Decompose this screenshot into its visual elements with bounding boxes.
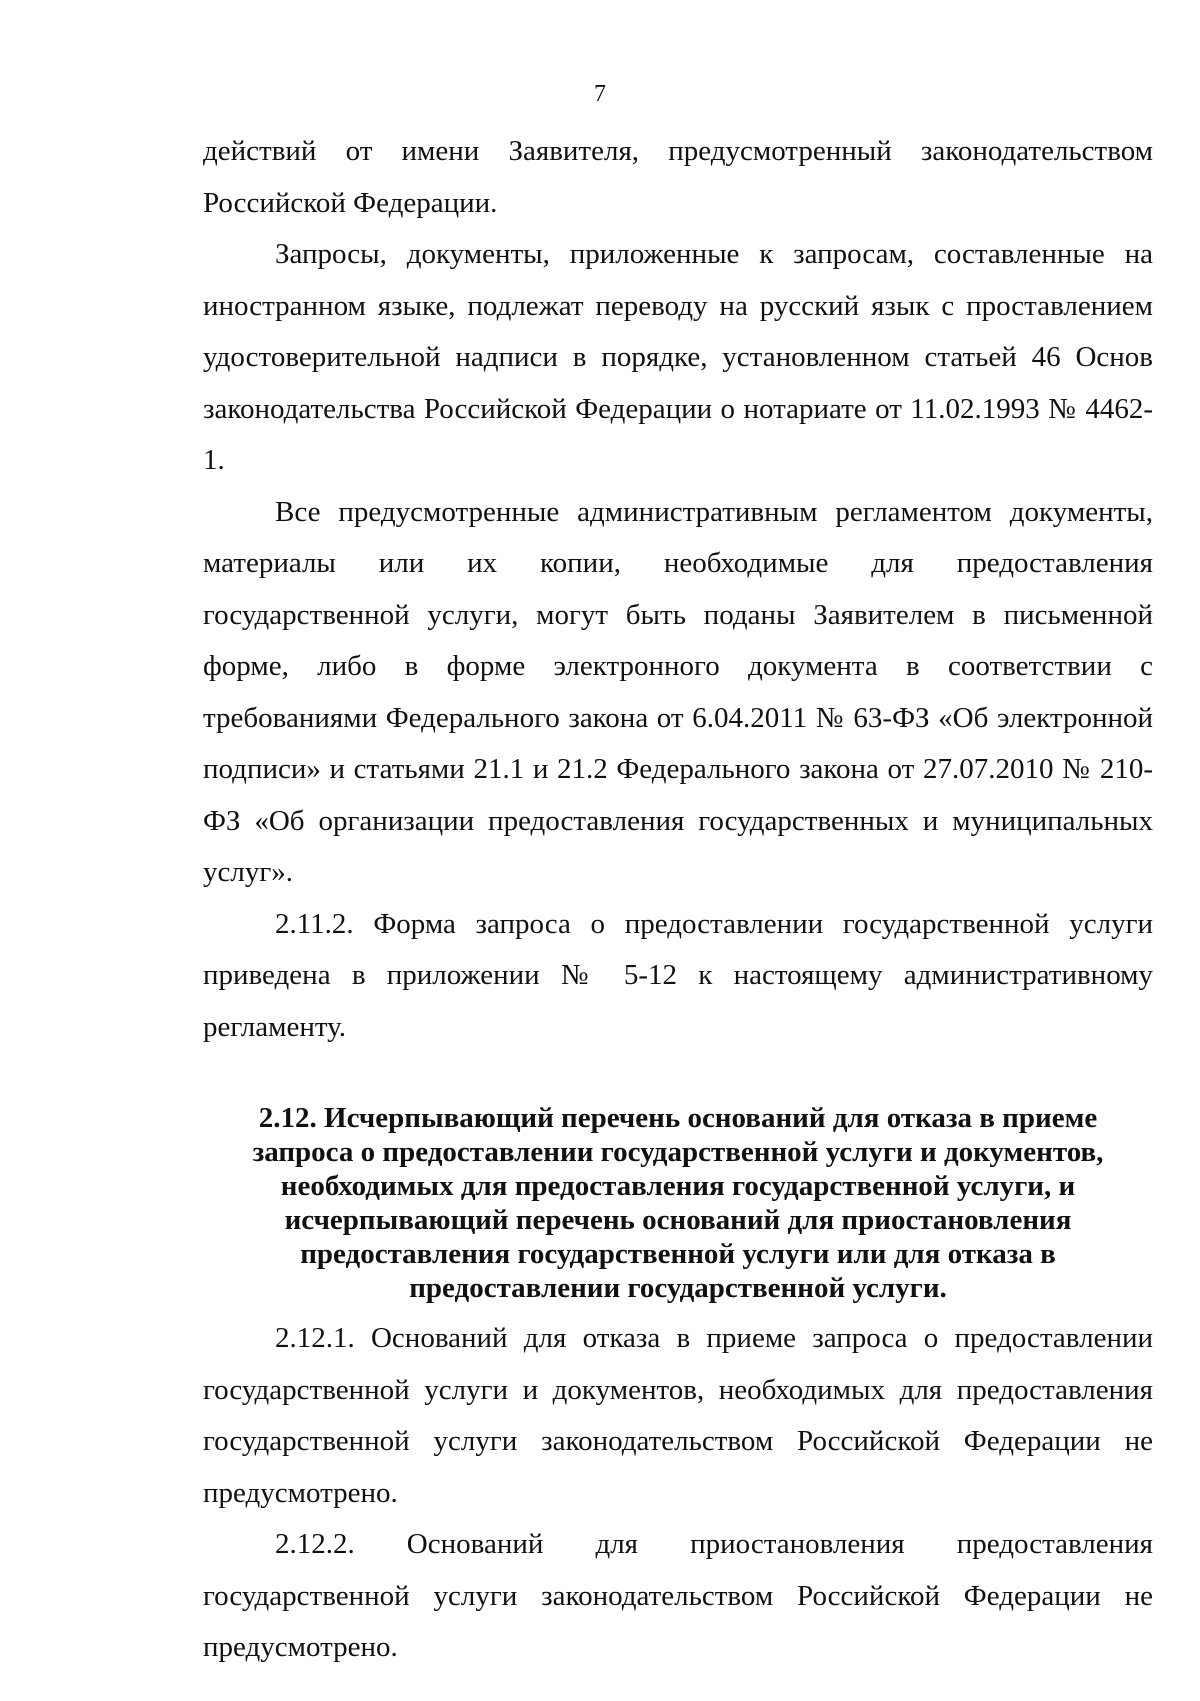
paragraph-2-11-2: 2.11.2. Форма запроса о предоставлении государственной услуги приведена в приложении № 5-12 к настоящему административному регламенту.: [203, 907, 1153, 1043]
section-heading-2-12: 2.12. Исчерпывающий перечень оснований для отказа в приеме запроса о предоставлении государственной услуги и документов, необходимых для предоставления государственной услуги, и исчерпывающий перечень оснований для приостановления предоставления государственной услуги или для отказа в предоставлении государственной услуги.: [252, 1102, 1104, 1304]
document-body: [203, 126, 1153, 1674]
paragraph-document-submission: Все предусмотренные административным регламентом документы, материалы или их копии, необходимые для предоставления государственной услуги, могут быть поданы Заявителем в письменной форме, либо в форме электронного документа в соответствии с требованиями Федерального закона от 6.04.2011 № 63-ФЗ «Об электронной подписи» и статьями 21.1 и 21.2 Федерального закона от 27.07.2010 № 210-ФЗ «Об организации предоставления государственных и муниципальных услуг».: [203, 495, 1153, 888]
paragraph-2-12-2: 2.12.2. Оснований для приостановления предоставления государственной услуги законодательством Российской Федерации не предусмотрено.: [203, 1528, 1153, 1663]
paragraph-foreign-language-requests: Запросы, документы, приложенные к запросам, составленные на иностранном языке, подлежат переводу на русский язык с проставлением удостоверительной надписи в порядке, установленном статьей 46 Основ законодательства Российской Федерации о нотариате от 11.02.1993 № 4462-1.: [203, 238, 1153, 476]
page-number: 7: [594, 81, 606, 107]
paragraph-2-12-1: 2.12.1. Оснований для отказа в приеме запроса о предоставлении государственной услуги и документов, необходимых для предоставления государственной услуги законодательством Российской Федерации не предусмотрено.: [203, 1322, 1153, 1509]
paragraph-continuation: действий от имени Заявителя, предусмотренный законодательством Российской Федерации.: [203, 135, 1153, 219]
